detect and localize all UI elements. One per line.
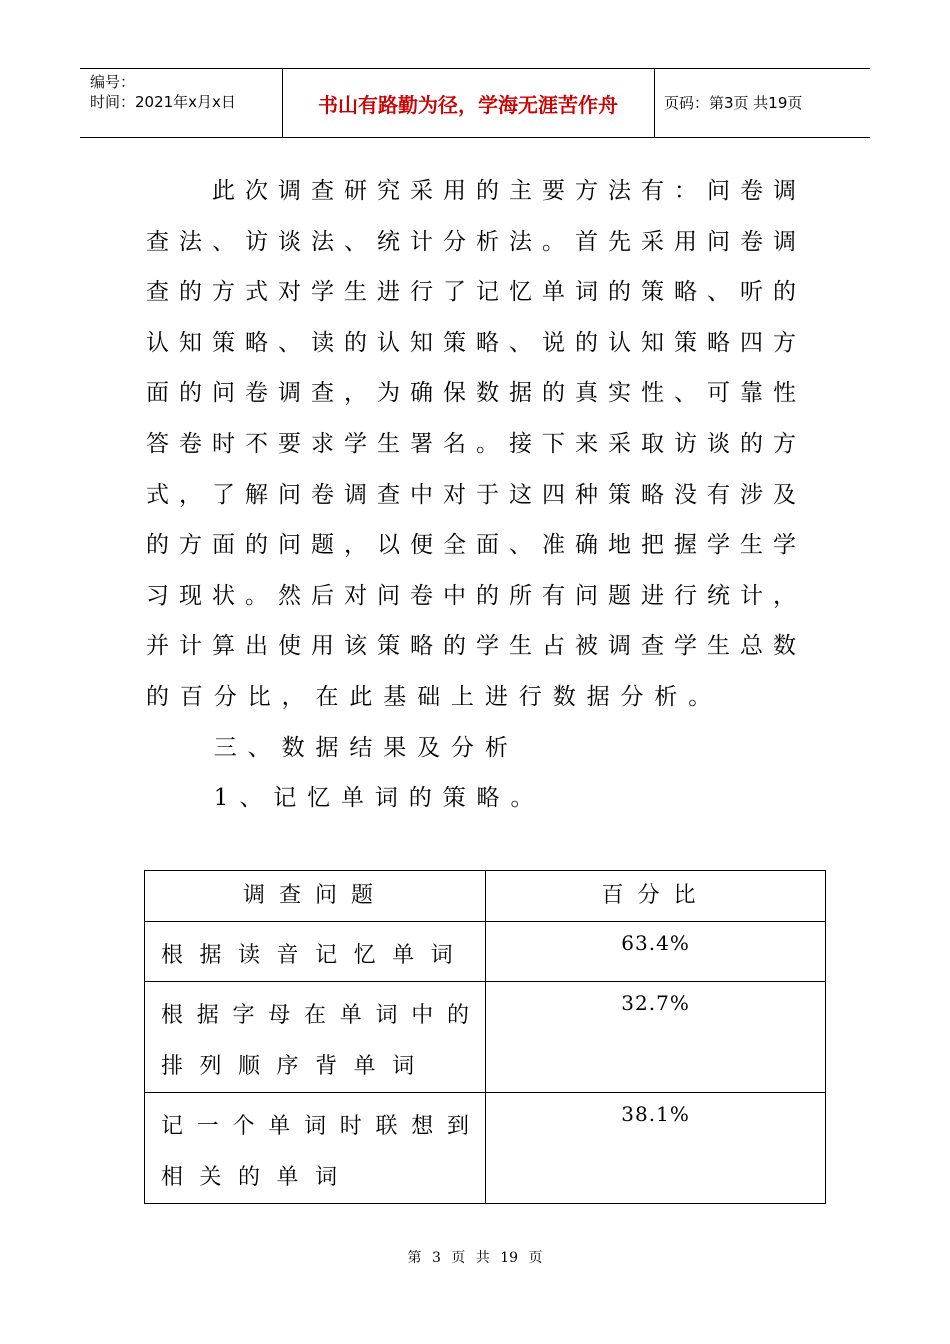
paragraph-line: 的 方 面 的 问 题 ， 以 便 全 面 、 准 确 地 把 握 学 生 学 — [146, 532, 796, 559]
header-motto: 书山有路勤为径，学海无涯苦作舟 — [318, 93, 618, 117]
page-footer: 第 3 页 共 19 页 — [407, 1250, 543, 1266]
header-page-info: 页码：第3页 共19页 — [664, 94, 803, 112]
table-header-row — [145, 871, 826, 922]
table-header-percent: 百分比 — [486, 871, 826, 922]
paragraph-line: 查 的 方 式 对 学 生 进 行 了 记 忆 单 词 的 策 略 、 听 的 — [146, 279, 796, 306]
paragraph-line: 的 百 分 比 ， 在 此 基 础 上 进 行 数 据 分 析 。 — [146, 683, 712, 710]
question-cell — [145, 982, 486, 1093]
table-row — [145, 922, 826, 982]
paragraph-line: 答 卷 时 不 要 求 学 生 署 名 。 接 下 来 采 取 访 谈 的 方 — [146, 430, 796, 457]
document-number-label: 编号： — [90, 73, 136, 91]
subsection-heading: 1 、 记 忆 单 词 的 策 略 。 — [213, 785, 534, 812]
paragraph-line: 面 的 问 卷 调 查 ， 为 确 保 数 据 的 真 实 性 、 可 靠 性 — [146, 380, 796, 407]
paragraph-line: 式 ， 了 解 问 卷 调 查 中 对 于 这 四 种 策 略 没 有 涉 及 — [146, 481, 796, 508]
percent-cell: 38.1% — [486, 1093, 826, 1204]
paragraph-line: 此 次 调 查 研 究 采 用 的 主 要 方 法 有 ： 问 卷 调 — [212, 178, 796, 204]
header-divider — [654, 69, 655, 137]
document-date: 时间：2021年x月x日 — [90, 93, 236, 111]
table-row — [145, 982, 826, 1093]
question-cell — [145, 1093, 486, 1204]
percent-cell: 63.4% — [486, 922, 826, 982]
body-text — [146, 166, 796, 824]
paragraph-line: 并 计 算 出 使 用 该 策 略 的 学 生 占 被 调 查 学 生 总 数 — [146, 633, 796, 660]
question-line: 根 据 读 音 记 忆 单 词 — [161, 943, 453, 968]
question-line: 根 据 字 母 在 单 词 中 的 — [161, 1003, 470, 1028]
question-cell — [145, 922, 486, 982]
question-line: 记 一 个 单 词 时 联 想 到 — [161, 1114, 470, 1139]
paragraph-line: 认 知 策 略 、 读 的 认 知 策 略 、 说 的 认 知 策 略 四 方 — [146, 329, 796, 356]
header-meta — [90, 72, 236, 112]
question-line: 相 关 的 单 词 — [161, 1165, 338, 1190]
question-line: 排 列 顺 序 背 单 词 — [161, 1054, 415, 1079]
paragraph-line: 习 现 状 。 然 后 对 问 卷 中 的 所 有 问 题 进 行 统 计 ， — [146, 582, 796, 609]
page-header — [80, 68, 870, 138]
paragraph-line: 查 法 、 访 谈 法 、 统 计 分 析 法 。 首 先 采 用 问 卷 调 — [146, 228, 796, 255]
table-header-question: 调查问题 — [145, 871, 486, 922]
body-paragraph — [146, 166, 796, 723]
percent-cell: 32.7% — [486, 982, 826, 1093]
section-heading: 三 、 数 据 结 果 及 分 析 — [213, 734, 508, 761]
table-row — [145, 1093, 826, 1204]
survey-table — [144, 870, 826, 1204]
